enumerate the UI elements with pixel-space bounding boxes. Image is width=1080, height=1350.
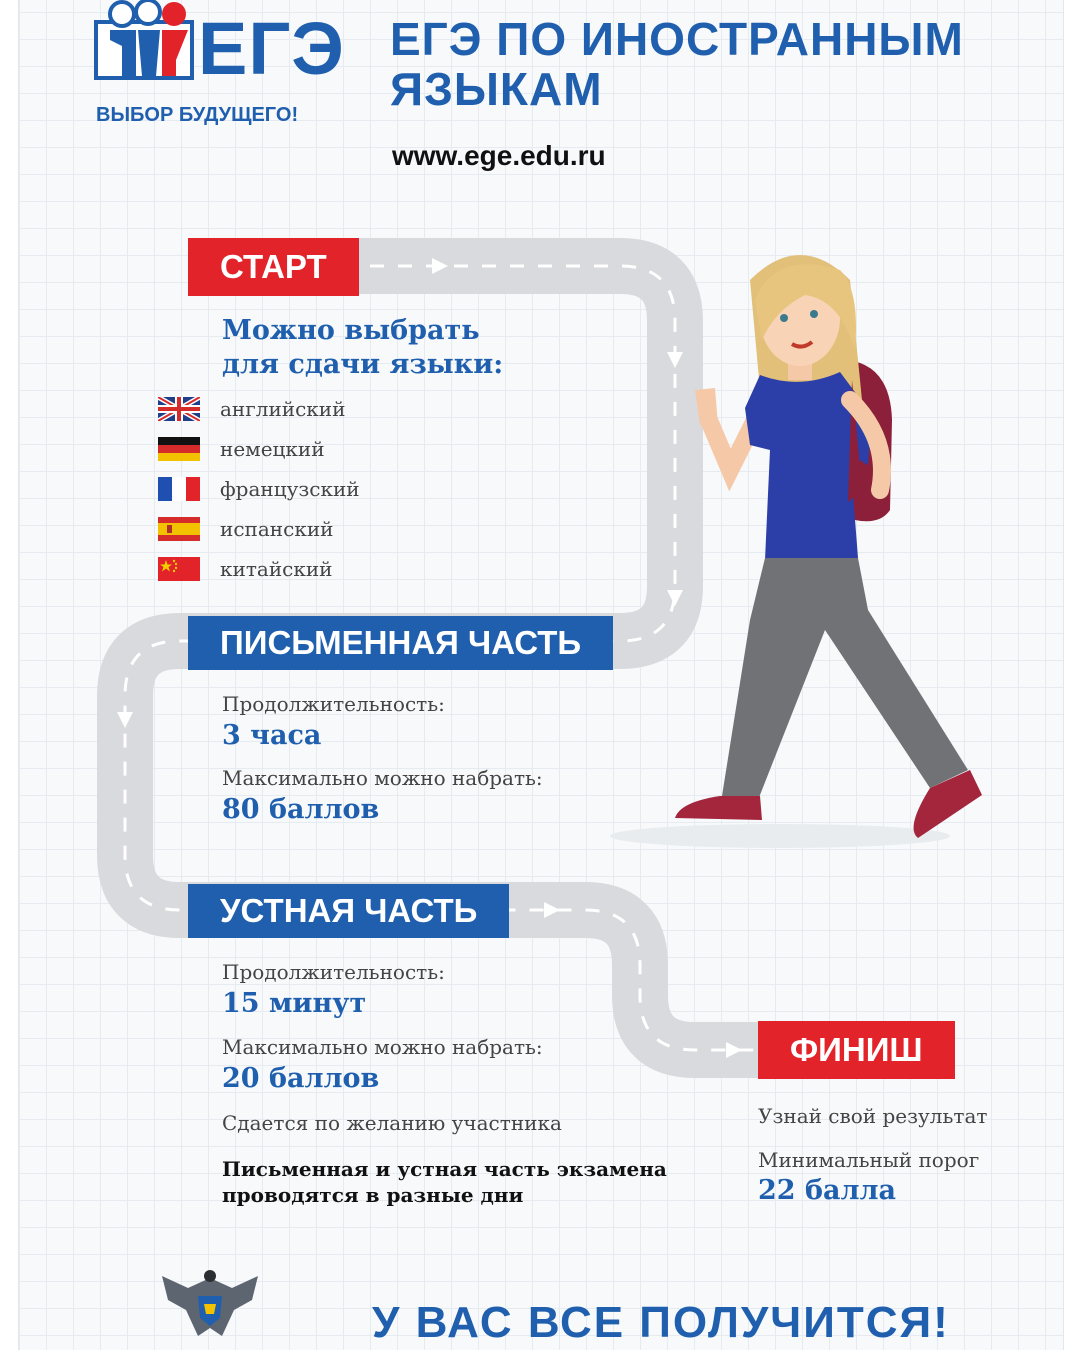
language-item	[158, 514, 360, 544]
spain-flag-icon	[158, 517, 200, 541]
language-name: испанский	[220, 517, 334, 541]
germany-flag-icon	[158, 437, 200, 461]
student-girl-illustration	[600, 240, 1000, 850]
exam-days-note	[222, 1156, 667, 1208]
logo-text: ЕГЭ	[198, 7, 345, 90]
written-part-label: ПИСЬМЕННАЯ ЧАСТЬ	[188, 616, 613, 670]
languages-heading-line-1: Можно выбрать	[222, 315, 480, 346]
language-item	[158, 434, 360, 464]
written-max-value: 80 баллов	[222, 794, 380, 825]
website-link[interactable]: www.ege.edu.ru	[392, 140, 606, 171]
title-line-2: ЯЗЫКАМ	[390, 63, 603, 115]
result-text: Узнай свой результат	[758, 1104, 988, 1128]
languages-heading	[222, 314, 503, 382]
written-max-label: Максимально можно набрать:	[222, 766, 543, 790]
title-line-1: ЕГЭ ПО ИНОСТРАННЫМ	[390, 13, 964, 65]
oral-max-label: Максимально можно набрать:	[222, 1035, 543, 1059]
language-name: английский	[220, 397, 346, 421]
language-name: китайский	[220, 557, 333, 581]
china-flag-icon	[158, 557, 200, 581]
start-label: СТАРТ	[188, 238, 359, 296]
france-flag-icon	[158, 477, 200, 501]
exam-days-line-2: проводятся в разные дни	[222, 1183, 524, 1207]
language-item	[158, 554, 360, 584]
ege-logo-icon	[92, 0, 200, 86]
languages-heading-line-2: для сдачи языки:	[222, 349, 504, 380]
oral-max-value: 20 баллов	[222, 1063, 380, 1094]
oral-part-label: УСТНАЯ ЧАСТЬ	[188, 884, 509, 938]
language-item	[158, 394, 360, 424]
eagle-emblem-icon	[158, 1266, 262, 1346]
oral-duration-label: Продолжительность:	[222, 960, 445, 984]
uk-flag-icon	[158, 397, 200, 421]
finish-label: ФИНИШ	[758, 1021, 955, 1079]
language-item	[158, 474, 360, 504]
language-list	[158, 394, 360, 584]
oral-duration-value: 15 минут	[222, 988, 367, 1019]
page-title	[390, 14, 964, 114]
written-duration-label: Продолжительность:	[222, 692, 445, 716]
language-name: французский	[220, 477, 360, 501]
exam-days-line-1: Письменная и устная часть экзамена	[222, 1157, 667, 1181]
threshold-value: 22 балла	[758, 1175, 897, 1206]
threshold-label: Минимальный порог	[758, 1148, 980, 1172]
slogan: У ВАС ВСЕ ПОЛУЧИТСЯ!	[372, 1298, 950, 1347]
oral-note: Сдается по желанию участника	[222, 1111, 562, 1135]
tagline: ВЫБОР БУДУЩЕГО!	[96, 104, 299, 126]
language-name: немецкий	[220, 437, 325, 461]
written-duration-value: 3 часа	[222, 720, 322, 751]
